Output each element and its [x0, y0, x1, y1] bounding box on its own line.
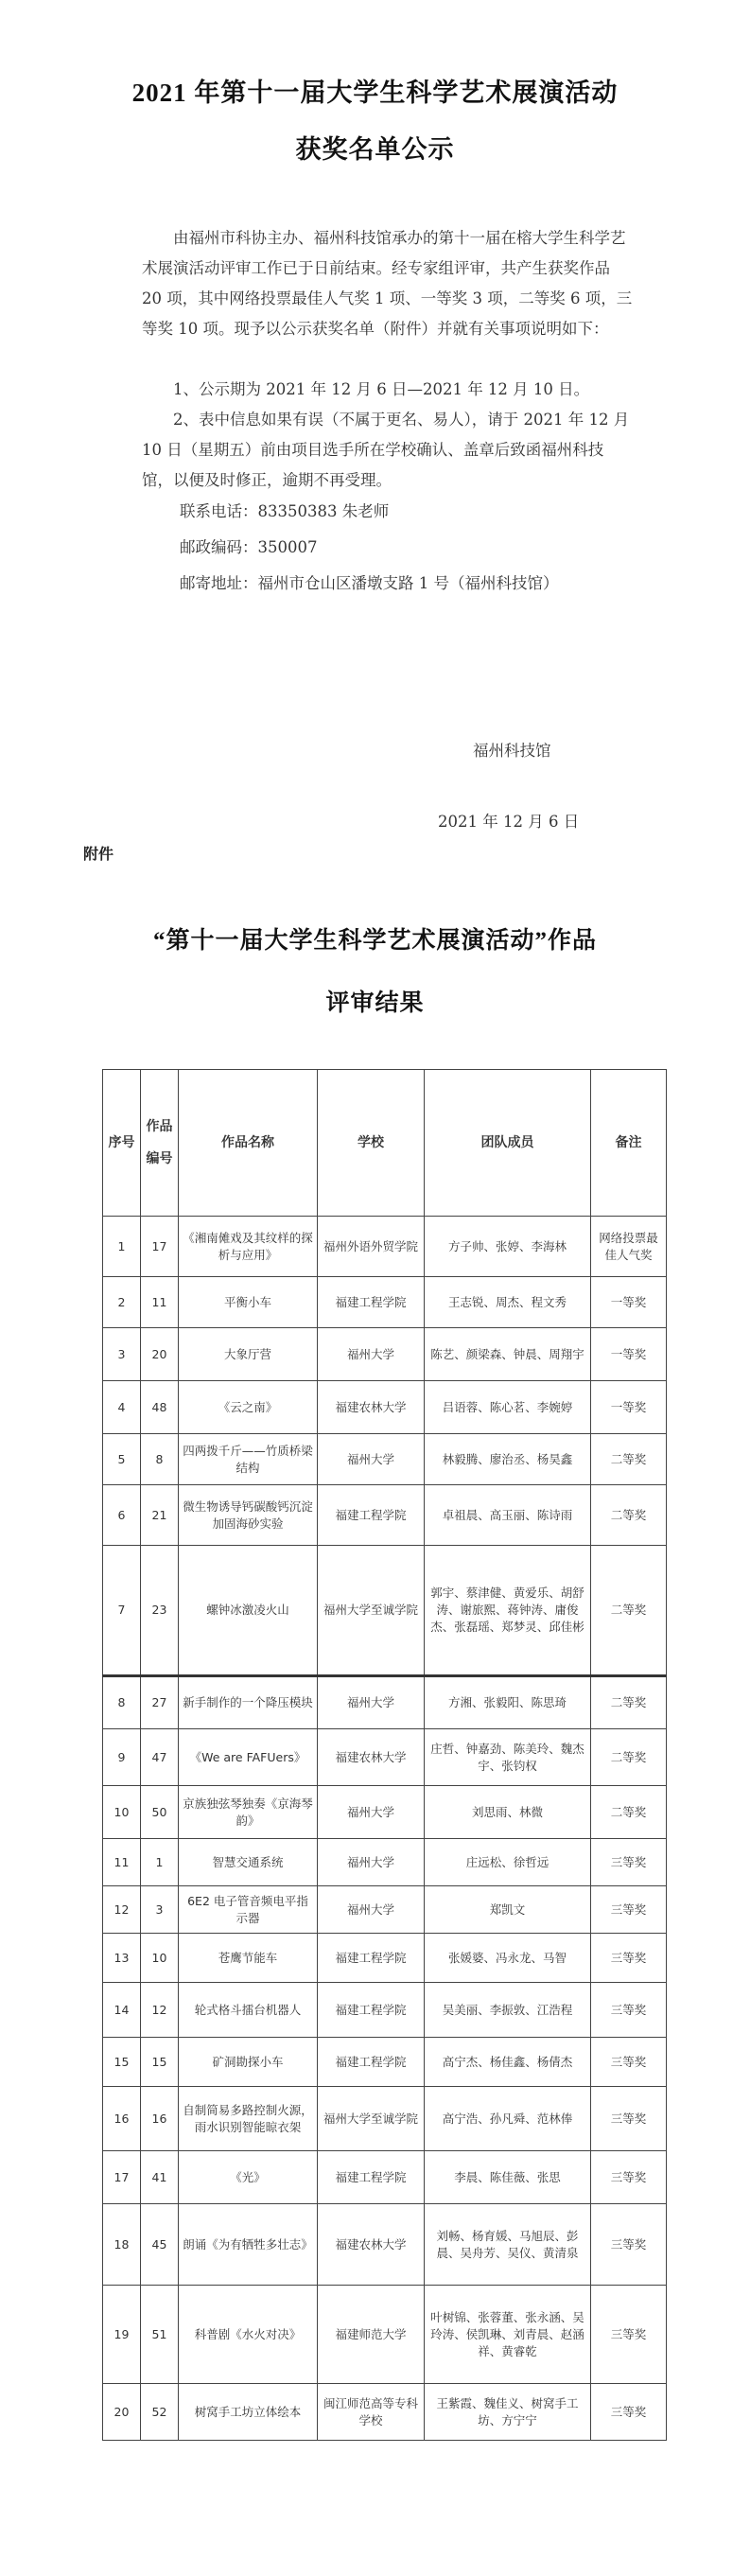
- row-work-name: 京族独弦琴独奏《京海琴韵》: [179, 1786, 318, 1839]
- row-work-name: 《光》: [179, 2151, 318, 2204]
- row-work-name: 四两拨千斤——竹质桥梁结构: [179, 1434, 318, 1485]
- row-remark: 二等奖: [591, 1434, 667, 1485]
- row-work-no: 17: [141, 1217, 179, 1277]
- table-row: [103, 2384, 667, 2441]
- header-remark: 备注: [591, 1070, 667, 1217]
- table-row: [103, 2151, 667, 2204]
- row-work-no: 45: [141, 2204, 179, 2286]
- row-remark: 三等奖: [591, 2204, 667, 2286]
- row-remark: 三等奖: [591, 1839, 667, 1886]
- contact-phone: 联系电话：83350383 朱老师: [180, 502, 390, 520]
- row-work-name: 微生物诱导钙碳酸钙沉淀加固海砂实验: [179, 1485, 318, 1546]
- row-team: 李晨、陈佳薇、张思: [425, 2151, 591, 2204]
- row-index: 14: [103, 1983, 141, 2038]
- row-work-name: 新手制作的一个降压模块: [179, 1676, 318, 1729]
- row-team: 郭宇、蔡津健、黄爱乐、胡舒涛、谢旅熙、蒋钟涛、庸俊杰、张磊瑶、郑梦灵、邱佳彬: [425, 1546, 591, 1676]
- row-index: 1: [103, 1217, 141, 1277]
- row-index: 2: [103, 1277, 141, 1328]
- header-work-no: 作品编号: [141, 1070, 179, 1217]
- row-school: 福建工程学院: [318, 2038, 425, 2087]
- table-row: [103, 2087, 667, 2151]
- row-school: 福建农林大学: [318, 1381, 425, 1434]
- row-work-no: 1: [141, 1839, 179, 1886]
- row-work-name: 智慧交通系统: [179, 1839, 318, 1886]
- intro-paragraph: 由福州市科协主办、福州科技馆承办的第十一届在榕大学生科学艺术展演活动评审工作已于日前结束。经专家组评审，共产生获奖作品 20 项，其中网络投票最佳人气奖 1 项、一等奖 3 项，二等奖 6 项，三等奖 10 项。现予以公示获奖名单（附件）并就有关事项说明如下：: [142, 229, 633, 338]
- row-team: 陈艺、颜梁森、钟晨、周翔宇: [425, 1328, 591, 1381]
- row-work-no: 41: [141, 2151, 179, 2204]
- row-work-no: 15: [141, 2038, 179, 2087]
- table-row: [103, 1839, 667, 1886]
- row-school: 福州大学: [318, 1839, 425, 1886]
- header-team: 团队成员: [425, 1070, 591, 1217]
- row-school: 福州大学: [318, 1786, 425, 1839]
- row-school: 福建师范大学: [318, 2286, 425, 2384]
- row-index: 9: [103, 1729, 141, 1786]
- row-index: 4: [103, 1381, 141, 1434]
- row-team: 方湘、张毅阳、陈思琦: [425, 1676, 591, 1729]
- header-school: 学校: [318, 1070, 425, 1217]
- row-team: 卓祖晨、高玉丽、陈诗雨: [425, 1485, 591, 1546]
- row-remark: 三等奖: [591, 1886, 667, 1934]
- row-index: 6: [103, 1485, 141, 1546]
- row-index: 13: [103, 1934, 141, 1983]
- row-work-no: 12: [141, 1983, 179, 2038]
- table-header-row: [103, 1070, 667, 1217]
- row-school: 福州大学: [318, 1434, 425, 1485]
- row-remark: 二等奖: [591, 1786, 667, 1839]
- row-remark: 三等奖: [591, 2038, 667, 2087]
- row-work-name: 树窝手工坊立体绘本: [179, 2384, 318, 2441]
- row-remark: 三等奖: [591, 1983, 667, 2038]
- table-row: [103, 1983, 667, 2038]
- row-work-name: 自制简易多路控制火源，雨水识别智能晾衣架: [179, 2087, 318, 2151]
- row-index: 10: [103, 1786, 141, 1839]
- row-work-no: 8: [141, 1434, 179, 1485]
- row-work-name: 朗诵《为有牺牲多壮志》: [179, 2204, 318, 2286]
- row-school: 福州大学至诚学院: [318, 1546, 425, 1676]
- table-row: [103, 1328, 667, 1381]
- notice-item-2: 2、表中信息如果有误（不属于更名、易人），请于 2021 年 12 月 10 日（星期五）前由项目选手所在学校确认、盖章后致函福州科技馆，以便及时修正，逾期不再受理。: [142, 411, 630, 489]
- table-row: [103, 1729, 667, 1786]
- table-row: [103, 1434, 667, 1485]
- row-team: 吴美丽、李振敦、江浩程: [425, 1983, 591, 2038]
- table-row: [103, 1277, 667, 1328]
- table-title-line2: 评审结果: [325, 990, 425, 1016]
- row-team: 庄哲、钟嘉劲、陈美玲、魏杰宇、张钧权: [425, 1729, 591, 1786]
- row-remark: 三等奖: [591, 2384, 667, 2441]
- row-index: 8: [103, 1676, 141, 1729]
- table-row: [103, 1886, 667, 1934]
- row-work-no: 52: [141, 2384, 179, 2441]
- header-index: 序号: [103, 1070, 141, 1217]
- notice-item-1: 1、公示期为 2021 年 12 月 6 日—2021 年 12 月 10 日。: [173, 380, 590, 398]
- row-team: 方子帅、张婷、李海林: [425, 1217, 591, 1277]
- row-work-name: 矿洞勘探小车: [179, 2038, 318, 2087]
- row-remark: 三等奖: [591, 2087, 667, 2151]
- table-title-line1: “第十一届大学生科学艺术展演活动”作品: [152, 928, 597, 954]
- row-remark: 三等奖: [591, 2151, 667, 2204]
- row-team: 林毅腾、廖治丞、杨昊鑫: [425, 1434, 591, 1485]
- page-title-line2: 获奖名单公示: [295, 135, 455, 164]
- row-index: 19: [103, 2286, 141, 2384]
- row-team: 庄远松、徐哲远: [425, 1839, 591, 1886]
- row-team: 郑凯文: [425, 1886, 591, 1934]
- row-work-no: 47: [141, 1729, 179, 1786]
- row-school: 福建工程学院: [318, 1934, 425, 1983]
- row-work-name: 《湘南傩戏及其纹样的探析与应用》: [179, 1217, 318, 1277]
- row-work-no: 48: [141, 1381, 179, 1434]
- row-work-name: 苍鹰节能车: [179, 1934, 318, 1983]
- row-remark: 一等奖: [591, 1381, 667, 1434]
- table-row: [103, 1786, 667, 1839]
- row-school: 福州大学: [318, 1886, 425, 1934]
- row-work-no: 10: [141, 1934, 179, 1983]
- row-work-no: 20: [141, 1328, 179, 1381]
- row-school: 福建工程学院: [318, 1277, 425, 1328]
- row-index: 17: [103, 2151, 141, 2204]
- row-school: 福州大学: [318, 1676, 425, 1729]
- row-remark: 二等奖: [591, 1729, 667, 1786]
- row-index: 7: [103, 1546, 141, 1676]
- row-team: 吕语蓉、陈心茗、李婉婷: [425, 1381, 591, 1434]
- row-school: 闽江师范高等专科学校: [318, 2384, 425, 2441]
- results-table: [102, 1069, 667, 2441]
- row-team: 高宁杰、杨佳鑫、杨倩杰: [425, 2038, 591, 2087]
- table-row: [103, 2204, 667, 2286]
- row-work-no: 16: [141, 2087, 179, 2151]
- table-row: [103, 2038, 667, 2087]
- row-remark: 一等奖: [591, 1277, 667, 1328]
- row-remark: 二等奖: [591, 1676, 667, 1729]
- row-index: 5: [103, 1434, 141, 1485]
- row-work-no: 50: [141, 1786, 179, 1839]
- signature-org: 福州科技馆: [473, 742, 551, 760]
- row-school: 福州大学至诚学院: [318, 2087, 425, 2151]
- row-index: 16: [103, 2087, 141, 2151]
- table-row: [103, 1676, 667, 1729]
- header-name: 作品名称: [179, 1070, 318, 1217]
- row-team: 叶树锦、张蓉董、张永涵、吴玲涛、侯凯琳、刘青晨、赵涵祥、黄睿乾: [425, 2286, 591, 2384]
- row-work-name: 科普剧《水火对决》: [179, 2286, 318, 2384]
- row-remark: 三等奖: [591, 2286, 667, 2384]
- row-work-name: 6E2 电子管音频电平指示器: [179, 1886, 318, 1934]
- row-team: 高宁浩、孙凡舜、范林俸: [425, 2087, 591, 2151]
- row-team: 张媛婆、冯永龙、马智: [425, 1934, 591, 1983]
- row-work-no: 11: [141, 1277, 179, 1328]
- row-school: 福州大学: [318, 1328, 425, 1381]
- row-team: 王紫霞、魏佳义、树窝手工坊、方宁宁: [425, 2384, 591, 2441]
- row-team: 刘思雨、林微: [425, 1786, 591, 1839]
- row-index: 11: [103, 1839, 141, 1886]
- row-work-name: 《云之南》: [179, 1381, 318, 1434]
- row-work-name: 螺钟冰激凌火山: [179, 1546, 318, 1676]
- row-work-no: 23: [141, 1546, 179, 1676]
- row-work-no: 3: [141, 1886, 179, 1934]
- row-work-no: 51: [141, 2286, 179, 2384]
- attachment-label: 附件: [83, 845, 114, 863]
- row-team: 王志锐、周杰、程文秀: [425, 1277, 591, 1328]
- contact-zip: 邮政编码：350007: [180, 538, 318, 556]
- page-title-line1: 2021 年第十一届大学生科学艺术展演活动: [131, 79, 619, 107]
- row-index: 15: [103, 2038, 141, 2087]
- row-work-name: 《We are FAFUers》: [179, 1729, 318, 1786]
- row-team: 刘畅、杨育媛、马旭辰、彭晨、吴舟芳、吴仪、黄清泉: [425, 2204, 591, 2286]
- row-remark: 网络投票最佳人气奖: [591, 1217, 667, 1277]
- row-remark: 一等奖: [591, 1328, 667, 1381]
- row-remark: 三等奖: [591, 1934, 667, 1983]
- row-work-no: 27: [141, 1676, 179, 1729]
- row-index: 20: [103, 2384, 141, 2441]
- table-row: [103, 1546, 667, 1676]
- row-school: 福建工程学院: [318, 1983, 425, 2038]
- row-index: 18: [103, 2204, 141, 2286]
- table-row: [103, 1381, 667, 1434]
- row-work-name: 轮式格斗擂台机器人: [179, 1983, 318, 2038]
- row-remark: 二等奖: [591, 1546, 667, 1676]
- row-school: 福建农林大学: [318, 2204, 425, 2286]
- row-index: 12: [103, 1886, 141, 1934]
- row-work-no: 21: [141, 1485, 179, 1546]
- row-remark: 二等奖: [591, 1485, 667, 1546]
- signature-date: 2021 年 12 月 6 日: [438, 813, 580, 831]
- row-index: 3: [103, 1328, 141, 1381]
- row-school: 福建工程学院: [318, 1485, 425, 1546]
- table-row: [103, 2286, 667, 2384]
- table-row: [103, 1934, 667, 1983]
- table-row: [103, 1485, 667, 1546]
- row-work-name: 平衡小车: [179, 1277, 318, 1328]
- table-row: [103, 1217, 667, 1277]
- contact-address: 邮寄地址：福州市仓山区潘墩支路 1 号（福州科技馆）: [180, 574, 559, 592]
- row-school: 福州外语外贸学院: [318, 1217, 425, 1277]
- row-school: 福建工程学院: [318, 2151, 425, 2204]
- row-school: 福建农林大学: [318, 1729, 425, 1786]
- row-work-name: 大象厅营: [179, 1328, 318, 1381]
